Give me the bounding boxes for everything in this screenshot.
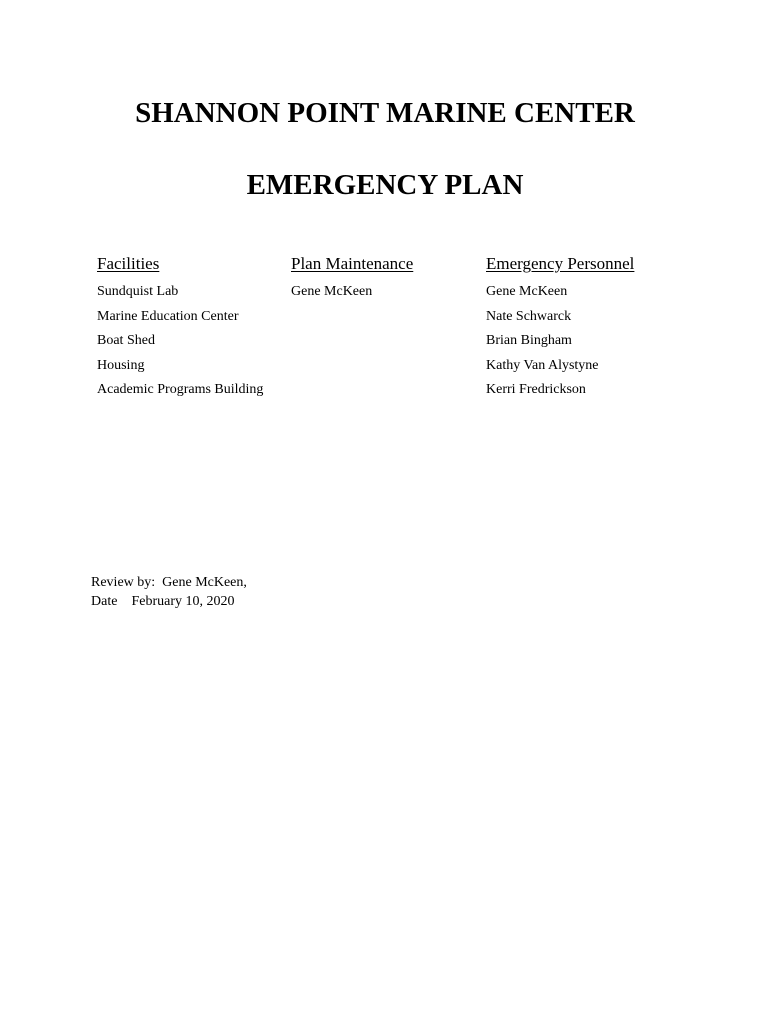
review-date-line (91, 592, 247, 611)
personnel-item: Kathy Van Alystyne (486, 357, 599, 373)
review-date-label: Date (91, 594, 118, 609)
facilities-list (97, 280, 287, 403)
reviewed-by-value: Gene McKeen, (162, 575, 247, 590)
plan-maintenance-list (291, 280, 481, 305)
facilities-header: Facilities (97, 254, 160, 273)
facility-item: Boat Shed (97, 333, 155, 348)
facility-item: Sundquist Lab (97, 284, 179, 299)
facility-item: Marine Education Center (97, 308, 239, 324)
personnel-item: Gene McKeen (486, 284, 568, 299)
personnel-item: Kerri Fredrickson (486, 382, 586, 397)
facilities-column (97, 252, 287, 403)
facility-item: Academic Programs Building (97, 382, 264, 397)
emergency-personnel-header: Emergency Personnel (486, 254, 635, 273)
reviewed-by-label: Review by: (91, 575, 156, 590)
emergency-personnel-column (486, 252, 686, 403)
review-date-value: February 10, 2020 (131, 594, 235, 609)
document-subtitle: EMERGENCY PLAN (246, 169, 524, 201)
emergency-personnel-list (486, 280, 686, 403)
facility-item: Housing (97, 357, 145, 373)
review-block (91, 573, 247, 611)
document-title: SHANNON POINT MARINE CENTER (135, 97, 635, 129)
plan-maintenance-header: Plan Maintenance (291, 254, 414, 273)
reviewed-by-line (91, 573, 247, 592)
personnel-item: Nate Schwarck (486, 308, 572, 324)
personnel-item: Brian Bingham (486, 333, 572, 348)
plan-maintenance-item: Gene McKeen (291, 284, 373, 299)
plan-maintenance-column (291, 252, 481, 305)
